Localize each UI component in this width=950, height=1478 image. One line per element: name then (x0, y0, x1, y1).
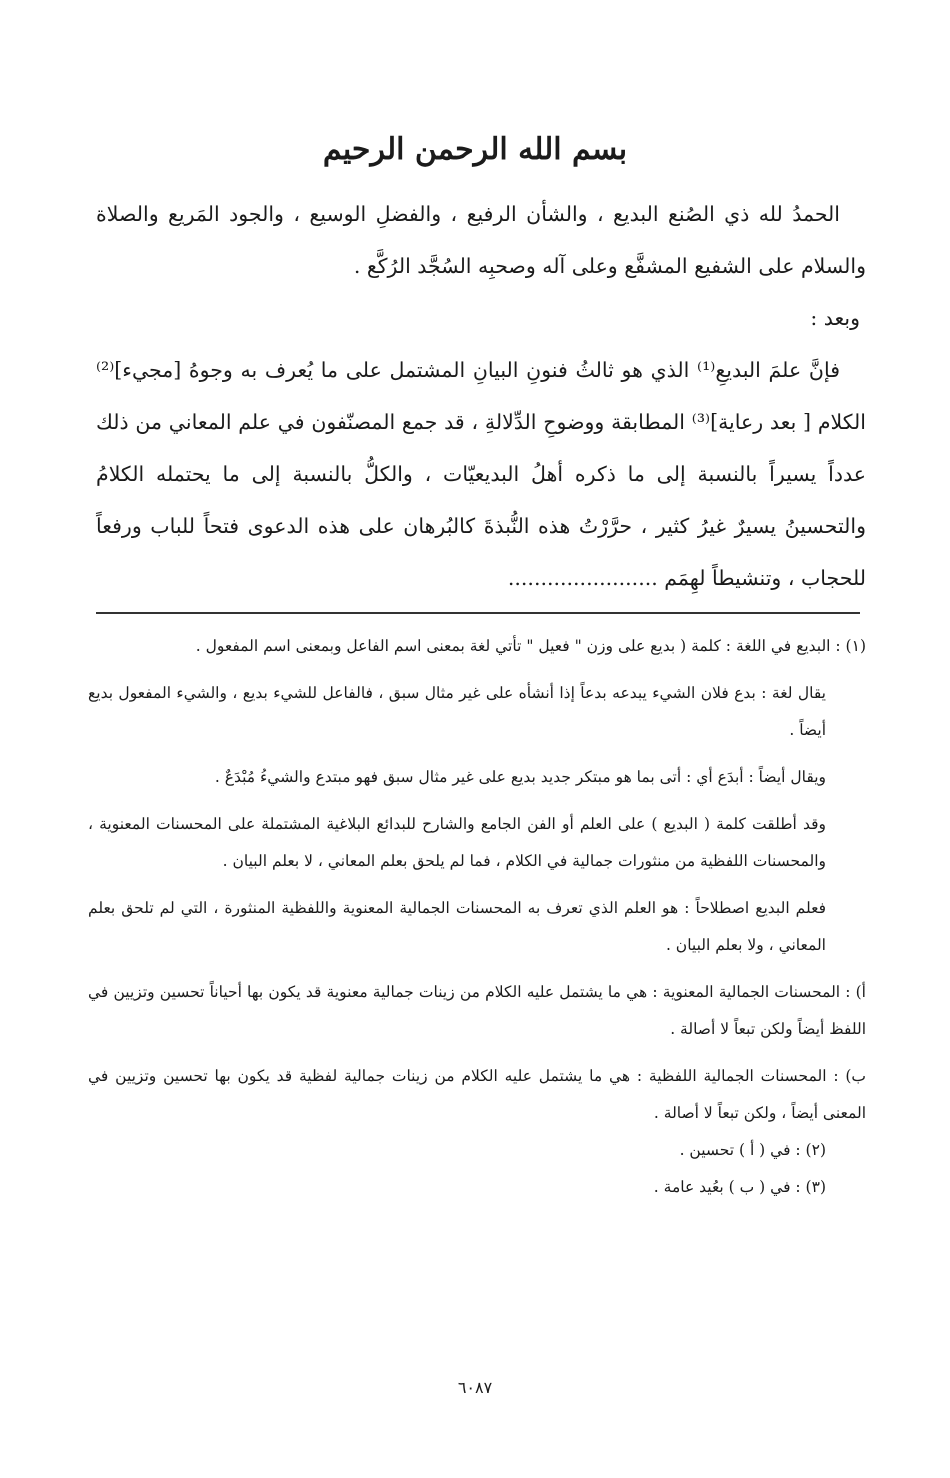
footnote-3: (٣) : في ( ب ) بعُيد عامة . (653, 1178, 826, 1196)
wa-baad-line: وبعد : (810, 306, 860, 330)
footnote-1-heading: (١) : البديع في اللغة : كلمة ( بديع على وزن " فعيل " تأتي لغة بمعنى اسم الفاعل وبمعنى اسم المفعول . (195, 637, 866, 655)
body-paragraph: فإنَّ علمَ البديعِ⁽¹⁾ الذي هو ثالثُ فنونِ البيانِ المشتمل على ما يُعرف به وجوهُ [مجيء]⁽²⁾ الكلام [ بعد رعاية]⁽³⁾ المطابقة ووضوحِ الدِّلالةِ ، قد جمع المصنّفون في علم المعاني من ذلك عدداً يسيراً بالنسبة إلى ما ذكره أهلُ البديعيّات ، والكلُّ بالنسبة إلى ما يحتمله الكلامُ والتحسينُ يسيرٌ غيرُ كثير ، حرَّرْتُ هذه النُّبذةَ كالبُرهان على هذه الدعوى فتحاً للباب ورفعاً للحجاب ، وتنشيطاً لهِمَم ....................... (96, 358, 867, 590)
basmala-heading: بسم الله الرحمن الرحيم (322, 132, 628, 167)
footnote-1-alef: أ) : المحسنات الجمالية المعنوية : هي ما يشتمل عليه الكلام من زينات جمالية معنوية قد يكون بها أحياناً تحسين وتزيين في اللفظ أيضاً ولكن تبعاً لا أصالة . (88, 983, 866, 1038)
footnote-separator (96, 612, 860, 614)
footnote-1-linguistic: يقال لغة : بدع فلان الشيء يبدعه بدعاً إذا أنشأه على غير مثال سبق ، فالفاعل للشيء بديع ، والشيء المفعول بديع أيضاً . (88, 684, 826, 739)
footnote-1-usage: وقد أطلقت كلمة ( البديع ) على العلم أو الفن الجامع والشارح للبدائع البلاغية المشتملة على المحسنات المعنوية ، والمحسنات اللفظية من منثورات جمالية في الكلام ، فما لم يلحق بعلم المعاني ، لا بعلم البيان . (88, 815, 826, 870)
intro-paragraph: الحمدُ لله ذي الصُنع البديع ، والشأن الرفيع ، والفضلِ الوسيع ، والجود المَريع والصلاة والسلام على الشفيع المشفَّع وعلى آله وصحبِه السُجَّد الرُكَّع . (96, 202, 866, 278)
footnote-1-definition: فعلم البديع اصطلاحاً : هو العلم الذي تعرف به المحسنات الجمالية المعنوية واللفظية المنثورة ، التي لم تلحق بعلم المعاني ، ولا بعلم البيان . (88, 899, 826, 954)
page-number: ٦٠٨٧ (457, 1378, 493, 1397)
footnotes (88, 628, 866, 1206)
main-text (96, 188, 866, 604)
footnote-1-ba: ب) : المحسنات الجمالية اللفظية : هي ما يشتمل عليه الكلام من زينات جمالية لفظية قد يكون بها تحسين وتزيين في المعنى أيضاً ، ولكن تبعاً لا أصالة . (88, 1067, 866, 1122)
footnote-2: (٢) : في ( أ ) تحسين . (679, 1141, 826, 1159)
footnote-1-also: ويقال أيضاً : أبدَع أي : أتى بما هو مبتكر جديد بديع على غير مثال سبق فهو مبتدع والشيءُ مُبْدَعٌ . (214, 768, 826, 786)
